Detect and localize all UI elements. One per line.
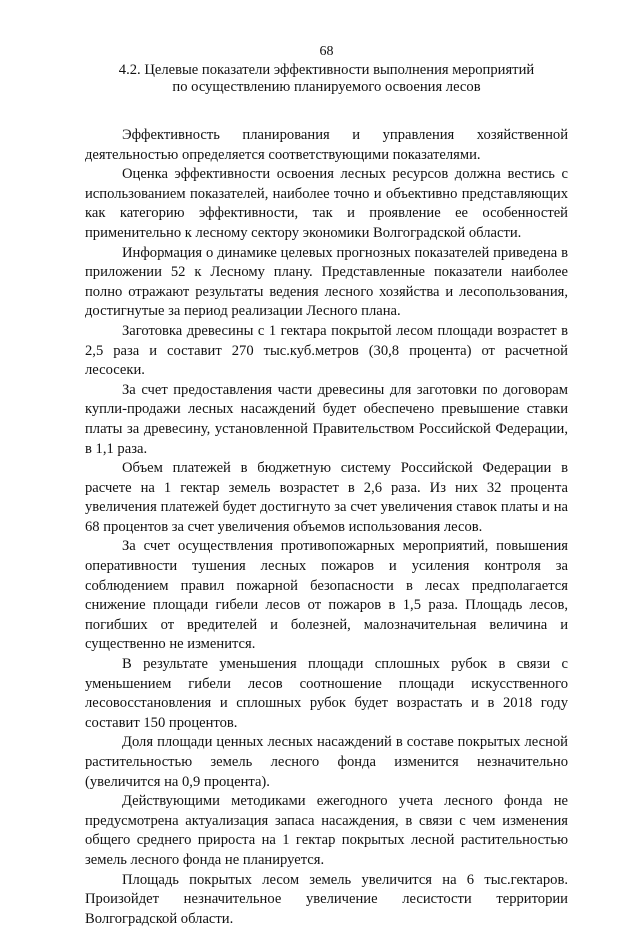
paragraph: Информация о динамике целевых прогнозных показателей приведена в приложении 52 к Лесному плану. Представленные показатели наиболее полно отражают результаты ведения лесного хозяйства и лесопользования, достигнутые за период реализации Лесного плана. [85,244,568,320]
paragraph: Действующими методиками ежегодного учета лесного фонда не предусмотрена актуализация запаса насаждения, в связи с чем изменения общего среднего прироста на 1 гектар покрытых лесной растительностью земель лесного фонда не планируется. [85,793,568,868]
paragraph: Оценка эффективности освоения лесных ресурсов должна вестись с использованием показателей, наиболее точно и объективно представляющих как категорию эффективности, так и проявление ее особенностей применительно к лесному сектору экономики Волгоградской области. [85,166,568,241]
section-title [85,62,568,96]
paragraph: Заготовка древесины с 1 гектара покрытой лесом площади возрастет в 2,5 раза и составит 270 тыс.куб.метров (30,8 процента) от расчетной лесосеки. [85,322,568,379]
paragraph: В результате уменьшения площади сплошных рубок в связи с уменьшением гибели лесов соотношение площади искусственного лесовосстановления и сплошных рубок будет возрастать и в 2018 году составит 150 процентов. [85,656,568,731]
paragraph: Объем платежей в бюджетную систему Российской Федерации в расчете на 1 гектар земель возрастет в 2,6 раза. Из них 32 процента увеличения платежей будет достигнуто за счет увеличения ставок платы и на 68 процентов за счет увеличения объемов использования лесов. [85,460,568,535]
paragraph: За счет осуществления противопожарных мероприятий, повышения оперативности тушения лесных пожаров и усиления контроля за соблюдением правил пожарной безопасности в лесах предполагается снижение площади гибели лесов от пожаров в 1,5 раза. Площадь лесов, погибших от вредителей и болезней, малозначительная величина и существенно не изменится. [85,538,568,653]
paragraph: Эффективность планирования и управления хозяйственной деятельностью определяется соответствующими показателями. [85,127,568,163]
paragraph: Доля площади ценных лесных насаждений в составе покрытых лесной растительностью земель лесного фонда изменится незначительно (увеличится на 0,9 процента). [85,734,568,790]
paragraph: За счет предоставления части древесины для заготовки по договорам купли-продажи лесных насаждений будет обеспечено превышение ставки платы за древесину, установленной Правительством Российской Федерации, в 1,1 раза. [85,381,568,457]
body-text [85,126,568,929]
section-title-line-1: 4.2. Целевые показатели эффективности выполнения мероприятий [118,62,535,78]
section-title-line-2: по осуществлению планируемого освоения лесов [172,79,481,95]
page-number: 68 [319,44,334,59]
paragraph: Площадь покрытых лесом земель увеличится на 6 тыс.гектаров. Произойдет незначительное увеличение лесистости территории Волгоградской области. [85,871,568,927]
